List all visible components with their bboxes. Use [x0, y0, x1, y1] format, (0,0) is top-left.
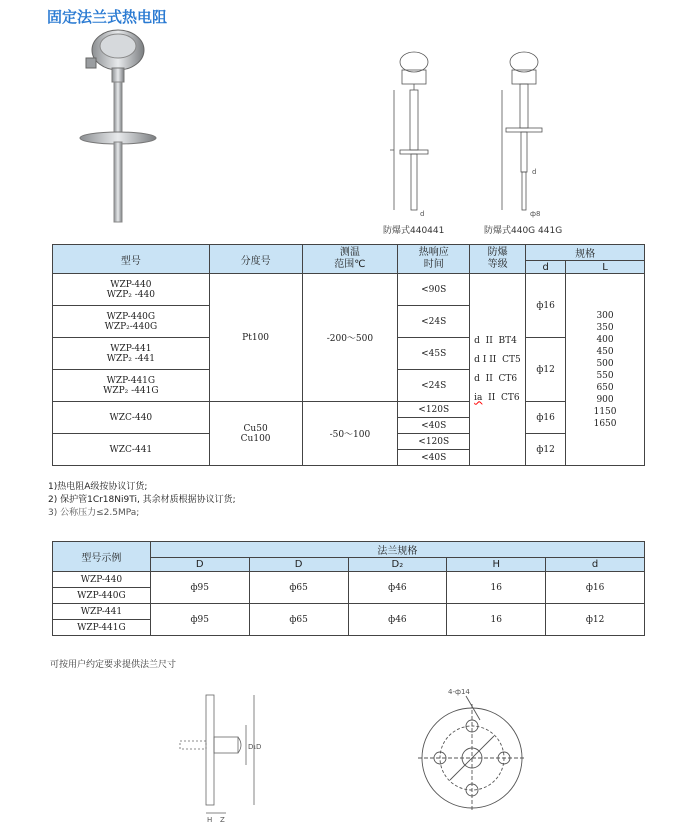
resp-cell: <24S — [398, 370, 470, 402]
model-cell: WZP-440G — [53, 588, 151, 604]
col-header: H — [447, 558, 546, 572]
explosion-proof-440g-drawing — [490, 50, 560, 220]
value-cell: ф46 — [348, 572, 447, 604]
resp-cell: <90S — [398, 274, 470, 306]
col-header: D₂ — [348, 558, 447, 572]
model-cell: WZP-440G WZP₂-440G — [53, 306, 210, 338]
note-1: 1)热电阻A级按协议订货; — [48, 482, 148, 492]
d-cell: ф12 — [526, 434, 566, 466]
col-header: D — [150, 558, 249, 572]
range-pt: -200～500 — [302, 274, 398, 402]
model-cell: WZP-441G WZP₂ -441G — [53, 370, 210, 402]
grad-pt: Pt100 — [209, 274, 302, 402]
grad-cu: Cu50 Cu100 — [209, 402, 302, 466]
value-cell: ф95 — [150, 572, 249, 604]
value-cell: ф65 — [249, 604, 348, 636]
header-L: L — [566, 261, 645, 274]
model-cell: WZP-441 — [53, 604, 151, 620]
model-cell: WZP-440 WZP₂ -440 — [53, 274, 210, 306]
L-values: 300 350 400 450 500 550 650 900 1150 1650 — [566, 274, 645, 466]
col-header: D — [249, 558, 348, 572]
value-cell: 16 — [447, 572, 546, 604]
explosion-grades: d II BT4 d I II CT5 d II CT6 ia II CT6 — [470, 274, 526, 466]
explosion-proof-440-drawing — [380, 50, 450, 220]
flange-front-drawing — [410, 680, 540, 825]
value-cell: ф12 — [546, 604, 645, 636]
resp-cell: <120S — [398, 402, 470, 418]
resp-cell: <40S — [398, 418, 470, 434]
flange-side-drawing — [170, 685, 270, 825]
d-cell: ф12 — [526, 338, 566, 402]
model-spec-table — [52, 244, 645, 466]
header-graduation: 分度号 — [209, 245, 302, 274]
label-Z: Z — [220, 816, 225, 824]
product-photo — [62, 28, 172, 228]
header-spec: 规格 — [526, 245, 645, 261]
d-cell: ф16 — [526, 274, 566, 338]
resp-cell: <40S — [398, 450, 470, 466]
resp-cell: <45S — [398, 338, 470, 370]
caption-explosion-440441: 防爆式440441 — [383, 226, 445, 236]
note-3: 3) 公称压力≤2.5MPa; — [48, 508, 140, 518]
header-model-example: 型号示例 — [53, 542, 151, 572]
label-holes: 4-ф14 — [448, 688, 470, 696]
label-D: D — [256, 743, 262, 751]
model-cell: WZP-441 WZP₂ -441 — [53, 338, 210, 370]
model-cell: WZP-441G — [53, 620, 151, 636]
value-cell: 16 — [447, 604, 546, 636]
range-cu: -50～100 — [302, 402, 398, 466]
header-explosion: 防爆 等级 — [470, 245, 526, 274]
header-d: d — [526, 261, 566, 274]
d-cell: ф16 — [526, 402, 566, 434]
drawing-label-d: d — [420, 210, 425, 218]
model-cell: WZC-440 — [53, 402, 210, 434]
header-flange: 法兰规格 — [150, 542, 644, 558]
value-cell: ф65 — [249, 572, 348, 604]
resp-cell: <24S — [398, 306, 470, 338]
note-2: 2) 保护管1Cr18Ni9Ti, 其余材质根据协议订货; — [48, 495, 236, 505]
header-response: 热响应 时间 — [398, 245, 470, 274]
header-range: 测温 范围℃ — [302, 245, 398, 274]
flange-spec-table — [52, 541, 645, 636]
custom-flange-note: 可按用户约定要求提供法兰尺寸 — [50, 660, 177, 670]
value-cell: ф46 — [348, 604, 447, 636]
label-H: H — [207, 816, 213, 824]
header-model: 型号 — [53, 245, 210, 274]
label-D1: D₁ — [248, 743, 257, 751]
drawing-label-phi8: ф8 — [530, 210, 541, 218]
drawing-label-d-right: d — [532, 168, 537, 176]
value-cell: ф16 — [546, 572, 645, 604]
col-header: d — [546, 558, 645, 572]
page-title: 固定法兰式热电阻 — [47, 8, 168, 26]
model-cell: WZC-441 — [53, 434, 210, 466]
notes — [48, 481, 236, 520]
resp-cell: <120S — [398, 434, 470, 450]
caption-explosion-440g441g: 防爆式440G 441G — [484, 226, 563, 236]
value-cell: ф95 — [150, 604, 249, 636]
model-cell: WZP-440 — [53, 572, 151, 588]
